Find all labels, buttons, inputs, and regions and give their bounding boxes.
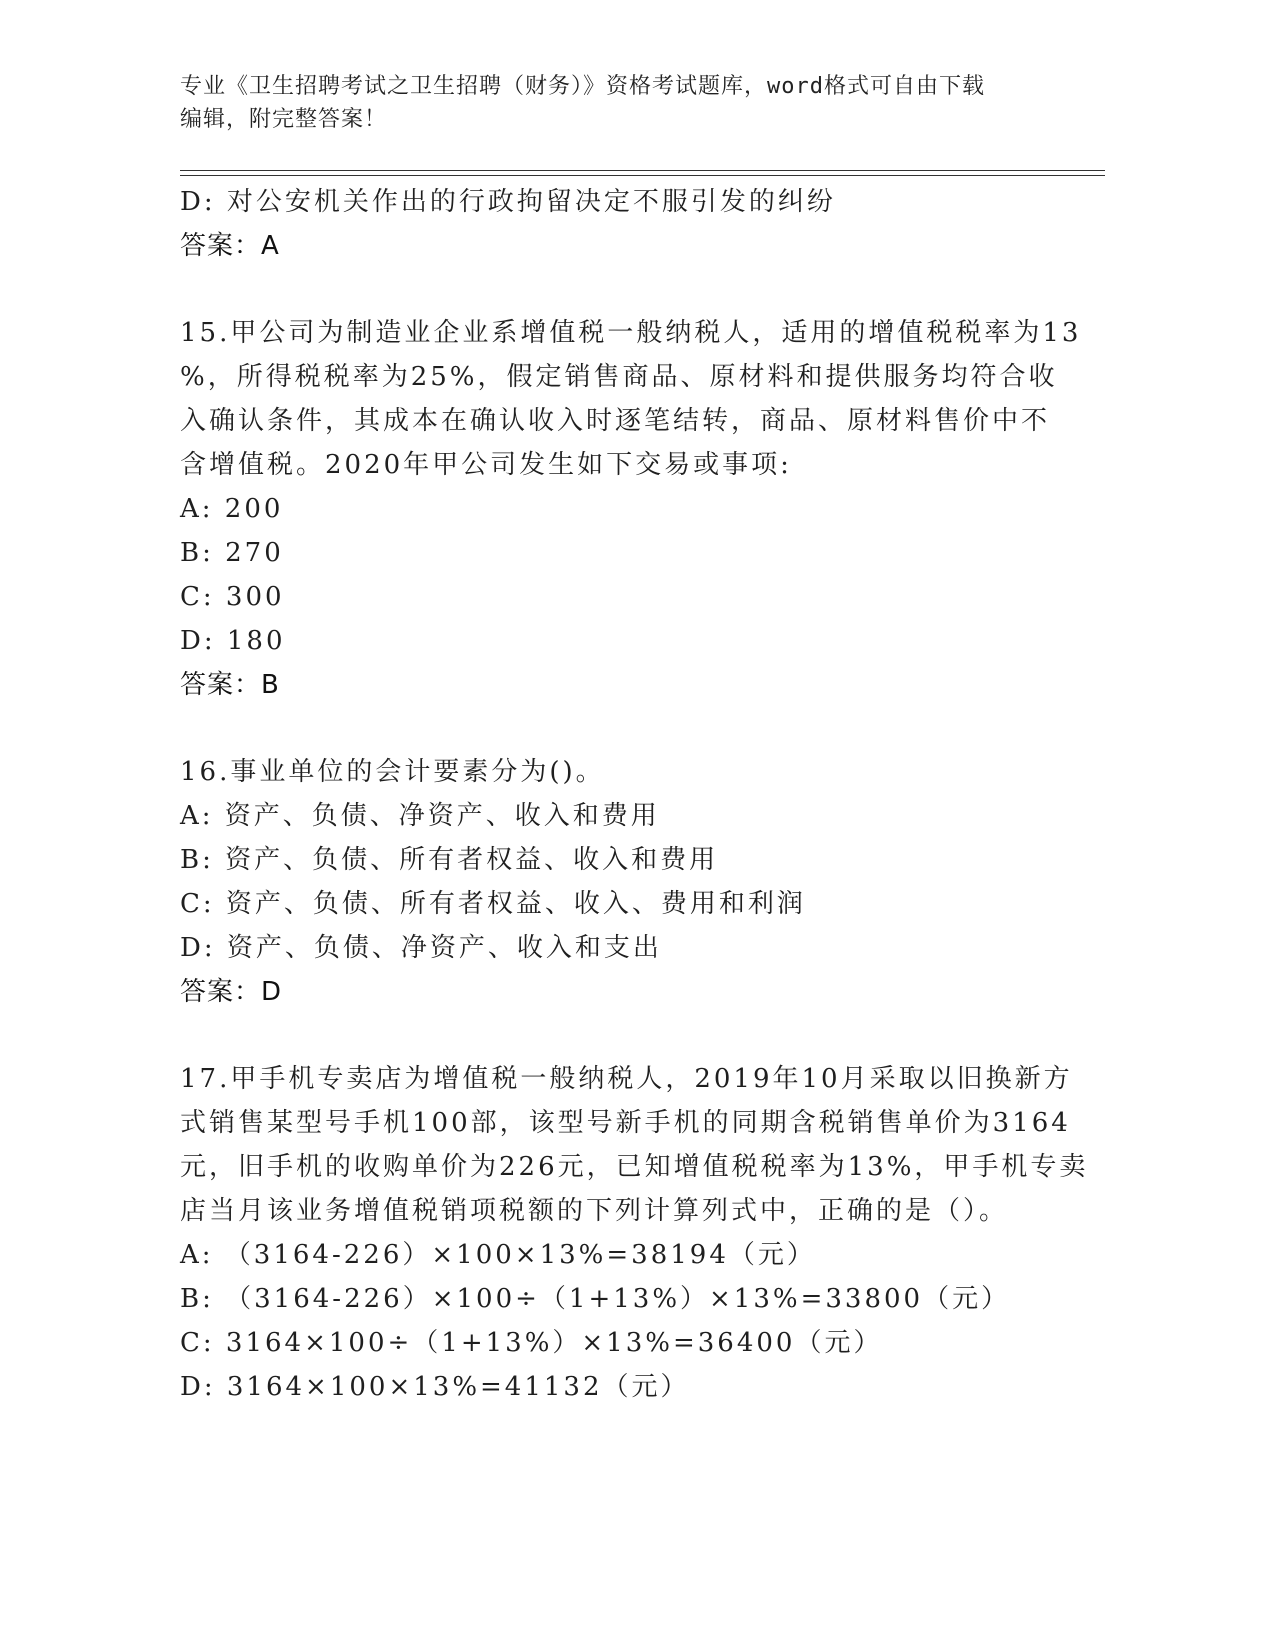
spacer [180, 268, 1080, 311]
answer-line: 答案：A [180, 231, 280, 261]
option-a: A: 资产、负债、净资产、收入和费用 [180, 801, 660, 831]
option-c: C: 3164×100÷（1+13%）×13%=36400（元） [180, 1328, 883, 1358]
option-d: D: 3164×100×13%=41132（元） [180, 1372, 690, 1402]
question-stem-line: 元，旧手机的收购单价为226元，已知增值税税率为13%，甲手机专卖 [180, 1152, 1089, 1182]
header-line-1: 专业《卫生招聘考试之卫生招聘（财务）》资格考试题库，word格式可自由下载 [180, 74, 985, 99]
question-stem-line: 式销售某型号手机100部，该型号新手机的同期含税销售单价为3164 [180, 1108, 1071, 1138]
previous-question-tail [180, 180, 1080, 268]
option-d: D: 对公安机关作出的行政拘留决定不服引发的纠纷 [180, 187, 836, 217]
option-c: C: 资产、负债、所有者权益、收入、费用和利润 [180, 889, 806, 919]
question-stem-line: 入确认条件，其成本在确认收入时逐笔结转，商品、原材料售价中不 [180, 406, 1051, 436]
question-17 [180, 1057, 1089, 1409]
question-stem-line: 15.甲公司为制造业企业系增值税一般纳税人，适用的增值税税率为13 [180, 318, 1082, 348]
option-b: B: 资产、负债、所有者权益、收入和费用 [180, 845, 719, 875]
question-15 [180, 311, 1080, 707]
option-c: C: 300 [180, 582, 285, 612]
document-header [180, 70, 1080, 136]
header-line-2: 编辑，附完整答案！ [180, 107, 388, 132]
question-stem-line: 含增值税。2020年甲公司发生如下交易或事项: [180, 450, 792, 480]
question-content [180, 180, 1089, 1409]
question-stem-line: 16.事业单位的会计要素分为()。 [180, 757, 605, 787]
answer-line: 答案：B [180, 670, 280, 700]
option-d: D: 180 [180, 626, 286, 656]
header-rule-bottom [180, 175, 1105, 176]
question-16 [180, 750, 1080, 1014]
option-b: B: 270 [180, 538, 284, 568]
question-stem-line: 17.甲手机专卖店为增值税一般纳税人，2019年10月采取以旧换新方 [180, 1064, 1073, 1094]
option-a: A: 200 [180, 494, 284, 524]
header-rule-top [180, 170, 1105, 171]
spacer [180, 1014, 1080, 1057]
option-b: B: （3164-226）×100÷（1+13%）×13%=33800（元） [180, 1284, 1011, 1314]
spacer [180, 707, 1080, 750]
option-a: A: （3164-226）×100×13%=38194（元） [180, 1240, 816, 1270]
question-stem-line: %，所得税税率为25%，假定销售商品、原材料和提供服务均符合收 [180, 362, 1058, 392]
answer-line: 答案：D [180, 977, 283, 1007]
option-d: D: 资产、负债、净资产、收入和支出 [180, 933, 662, 963]
question-stem-line: 店当月该业务增值税销项税额的下列计算列式中，正确的是（）。 [180, 1196, 1009, 1226]
